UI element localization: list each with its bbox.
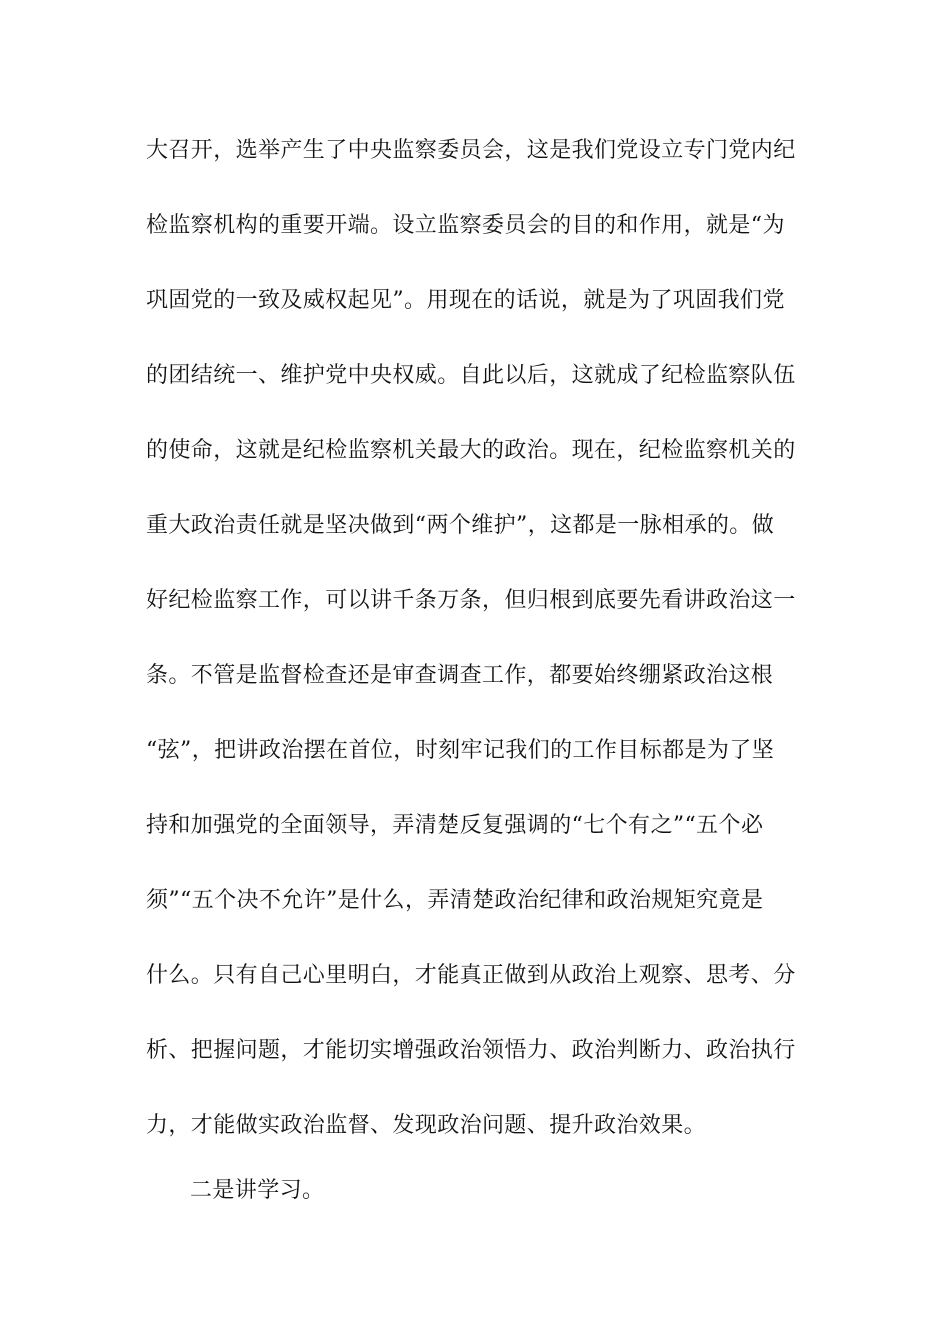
paragraph-line: 的团结统一、维护党中央权威。自此以后，这就成了纪检监察队伍	[146, 363, 796, 388]
paragraph-line: 的使命，这就是纪检监察机关最大的政治。现在，纪检监察机关的	[146, 438, 796, 463]
paragraph-line: 析、把握问题，才能切实增强政治领悟力、政治判断力、政治执行	[146, 1038, 796, 1063]
paragraph-line: 力，才能做实政治监督、发现政治问题、提升政治效果。	[146, 1113, 707, 1138]
section-heading: 二是讲学习。	[190, 1178, 325, 1203]
paragraph-line: 巩固党的一致及威权起见”。用现在的话说，就是为了巩固我们党	[146, 288, 785, 313]
paragraph-line: 检监察机构的重要开端。设立监察委员会的目的和作用，就是“为	[146, 213, 785, 238]
paragraph-line: 条。不管是监督检查还是审查调查工作，都要始终绷紧政治这根	[146, 663, 774, 688]
paragraph-line: 重大政治责任就是坚决做到“两个维护”，这都是一脉相承的。做	[146, 513, 775, 538]
paragraph-line: “弦”，把讲政治摆在首位，时刻牢记我们的工作目标都是为了坚	[146, 738, 775, 763]
paragraph-line: 须”“五个决不允许”是什么，弄清楚政治纪律和政治规矩究竟是	[146, 888, 764, 913]
paragraph-line: 好纪检监察工作，可以讲千条万条，但归根到底要先看讲政治这一	[146, 588, 796, 613]
paragraph-line: 大召开，选举产生了中央监察委员会，这是我们党设立专门党内纪	[146, 138, 796, 163]
paragraph-line: 什么。只有自己心里明白，才能真正做到从政治上观察、思考、分	[146, 963, 796, 988]
paragraph-line: 持和加强党的全面领导，弄清楚反复强调的“七个有之”“五个必	[146, 813, 764, 838]
